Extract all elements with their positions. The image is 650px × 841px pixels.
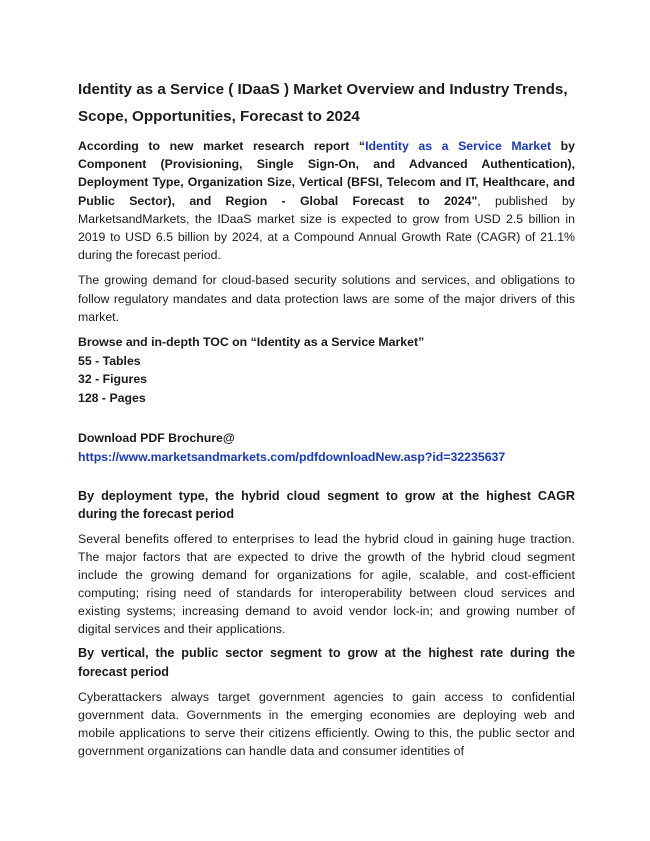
spacer <box>78 467 575 487</box>
intro-paragraph <box>78 137 575 264</box>
intro-prefix: According to new market research report “ <box>78 139 366 153</box>
spacer <box>78 407 575 429</box>
section-hybrid-body: Several benefits offered to enterprises to lead the hybrid cloud in gaining huge traction. The major factors that are expected to drive the growth of the hybrid cloud segment include the growing demand for organizations for agile, scalable, and cost-efficient computing; rising need of standards for interoperability between cloud services and existing systems; increasing demand to avoid vendor lock-in; and growing number of digital services and their applications. <box>78 531 575 637</box>
toc-tables: 55 - Tables <box>78 353 141 368</box>
drivers-paragraph: The growing demand for cloud-based security solutions and services, and obligations to follow regulatory mandates and data protection laws are some of the major drivers of this market. <box>78 273 575 324</box>
report-link[interactable]: Identity as a Service Market <box>365 139 552 153</box>
download-link[interactable]: https://www.marketsandmarkets.com/pdfdownloadNew.asp?id=32235637 <box>78 450 506 464</box>
toc-heading: Browse and in-depth TOC on “Identity as a Service Market” <box>78 335 425 350</box>
intro-suffix: , published by MarketsandMarkets, the IDaaS market size is expected to grow from USD 2.5 billion in 2019 to USD 6.5 billion by 2024, at a Compound Annual Growth Rate (CAGR) of 21.1% during the forecast period. <box>78 193 575 263</box>
toc-pages: 128 - Pages <box>78 390 146 405</box>
intro-report-name: by Component (Provisioning, Single Sign-On, and Advanced Authentication), Deployment Type, Organization Size, Vertical (BFSI, Telecom and IT, Healthcare, and Public Sector), and Region - Global Forecast to 2024" <box>78 139 575 208</box>
section-public-heading: By vertical, the public sector segment to grow at the highest rate during the forecast period <box>78 646 575 679</box>
download-block <box>78 429 575 466</box>
page-title: Identity as a Service ( IDaaS ) Market Overview and Industry Trends, Scope, Opportunities, Forecast to 2024 <box>78 81 568 125</box>
toc-block <box>78 333 575 407</box>
toc-figures: 32 - Figures <box>78 372 148 387</box>
download-label: Download PDF Brochure@ <box>78 431 235 446</box>
section-hybrid-heading: By deployment type, the hybrid cloud segment to grow at the highest CAGR during the forecast period <box>78 488 575 522</box>
section-public-body: Cyberattackers always target government agencies to gain access to confidential government data. Governments in the emerging economies are deploying web and mobile applications to serve their citizens efficiently. Owing to this, the public sector and government organizations can handle data and consumer identities of <box>78 689 575 758</box>
